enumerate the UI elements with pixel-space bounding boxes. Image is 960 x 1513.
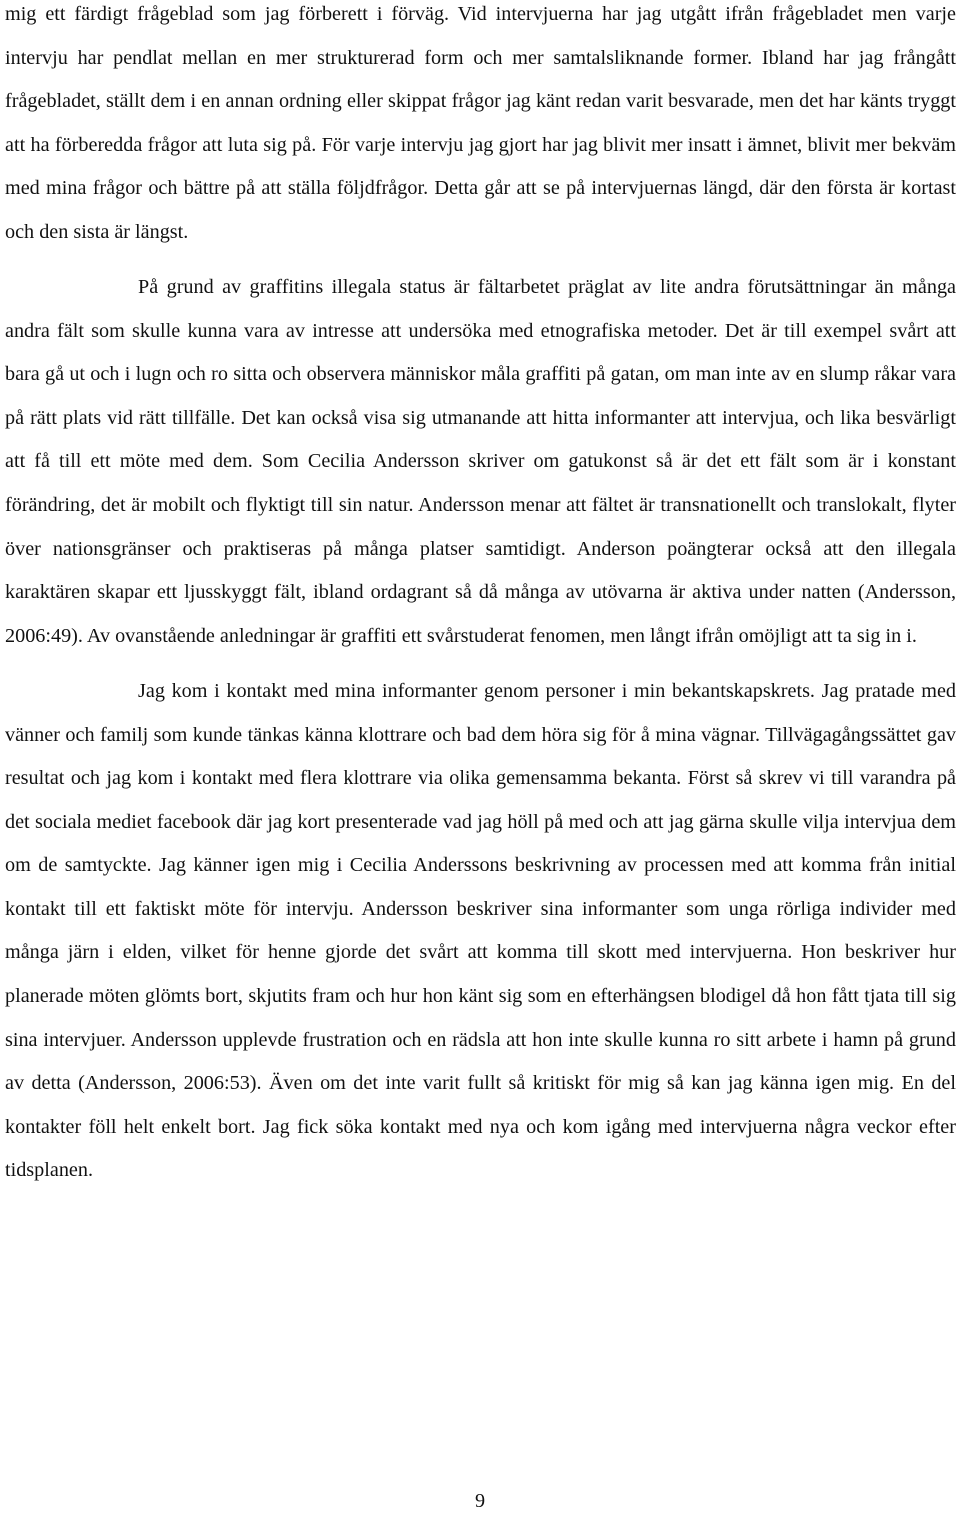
body-paragraph-1: mig ett färdigt frågeblad som jag förberett i förväg. Vid intervjuerna har jag utgått ifrån frågebladet men varje intervju har pendlat mellan en mer strukturerad form och mer samtalsliknande former. Ibland har jag frångått frågebladet, ställt dem i en annan ordning eller skippat frågor jag känt redan varit besvarade, men det har känts tryggt att ha förberedda frågor att luta sig på. För varje intervju jag gjort har jag blivit mer insatt i ämnet, blivit mer bekväm med mina frågor och bättre på att ställa följdfrågor. Detta går att se på intervjuernas längd, där den första är kortast och den sista är längst. <box>5 3 956 243</box>
body-paragraph-3: Jag kom i kontakt med mina informanter genom personer i min bekantskapskrets. Jag pratade med vänner och familj som kunde tänkas känna klottrare och bad dem höra sig för å mina vägnar. Tillvägagångssättet gav resultat och jag kom i kontakt med flera klottrare via olika gemensamma bekanta. Först så skrev vi till varandra på det sociala mediet facebook där jag kort presenterade vad jag höll på med och att jag gärna skulle vilja intervjua dem om de samtyckte. Jag känner igen mig i Cecilia Anderssons beskrivning av processen med att komma från initial kontakt till ett faktiskt möte för intervju. Andersson beskriver sina informanter som unga rörliga individer med många järn i elden, vilket för henne gjorde det svårt att komma till skott med intervjuerna. Hon beskriver hur planerade möten glömts bort, skjutits fram och hur hon känt sig som en efterhängsen blodigel då hon fått tjata till sig sina intervjuer. Andersson upplevde frustration och en rädsla att hon inte skulle kunna ro sitt arbete i hamn på grund av detta (Andersson, 2006:53). Även om det inte varit fullt så kritiskt för mig så kan jag känna igen mig. En del kontakter föll helt enkelt bort. Jag fick söka kontakt med nya och kom igång med intervjuerna några veckor efter tidsplanen. <box>5 680 956 1182</box>
page-number: 9 <box>474 1490 486 1512</box>
body-paragraph-2: På grund av graffitins illegala status är fältarbetet präglat av lite andra förutsättningar än många andra fält som skulle kunna vara av intresse att undersöka med etnografiska metoder. Det är till exempel svårt att bara gå ut och i lugn och ro sitta och observera människor måla graffiti på gatan, om man inte av en slump råkar vara på rätt plats vid rätt tillfälle. Det kan också visa sig utmanande att hitta informanter att intervjua, och lika besvärligt att få till ett möte med dem. Som Cecilia Andersson skriver om gatukonst så är det ett fält som är i konstant förändring, det är mobilt och flyktigt till sin natur. Andersson menar att fältet är transnationellt och translokalt, flyter över nationsgränser och praktiseras på många platser samtidigt. Anderson poängterar också att den illegala karaktären skapar ett ljusskyggt fält, ibland ordagrant så då många av utövarna är aktiva under natten (Andersson, 2006:49). Av ovanstående anledningar är graffiti ett svårstuderat fenomen, men långt ifrån omöjligt att ta sig in i. <box>5 276 956 647</box>
document-page <box>5 0 956 1193</box>
